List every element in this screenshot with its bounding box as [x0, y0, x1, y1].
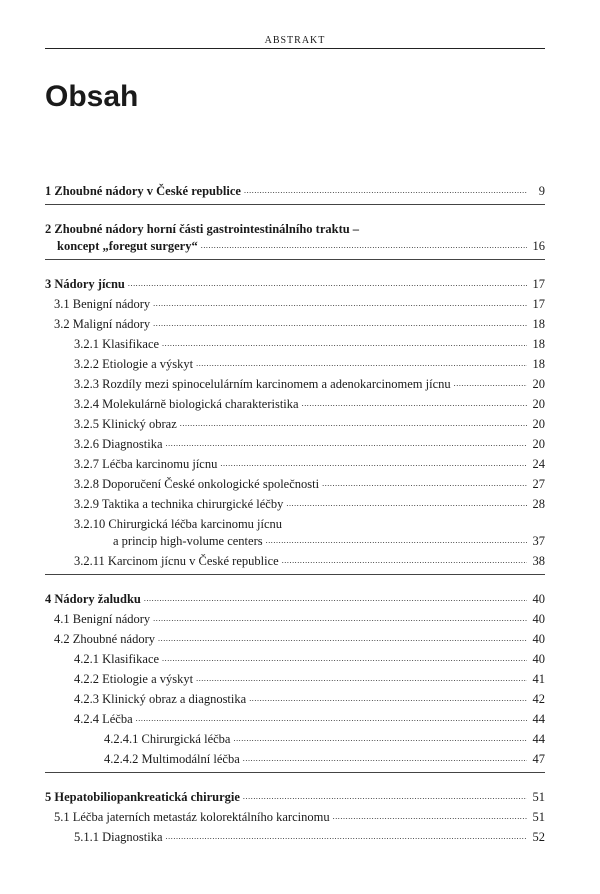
toc-entry[interactable]	[45, 823, 545, 843]
toc-page-number: 40	[532, 631, 545, 646]
toc-entry-title: 5.1 Léčba jaterních metastáz kolorektálního karcinomu	[54, 809, 330, 824]
dot-leader	[282, 557, 527, 567]
toc-page-number: 18	[532, 316, 545, 331]
dot-leader	[153, 615, 527, 625]
toc-page-number: 20	[532, 416, 545, 431]
toc-entry-title: 3.2.8 Doporučení České onkologické společnosti	[74, 476, 320, 491]
toc-entry[interactable]	[45, 685, 545, 705]
dot-leader	[286, 500, 527, 510]
chapter-separator	[45, 772, 545, 773]
toc-entry-title: 3.2.2 Etiologie a výskyt	[74, 356, 194, 371]
toc-chapter-entry[interactable]	[45, 270, 545, 290]
toc-entry-title: 3.2.4 Molekulárně biologická charakteristika	[74, 396, 299, 411]
toc-entry[interactable]	[45, 410, 545, 430]
toc-entry[interactable]	[45, 510, 545, 530]
toc-page-number: 17	[532, 296, 545, 311]
toc-entry[interactable]	[45, 290, 545, 310]
toc-entry-title: 4.2.4.2 Multimodální léčba	[104, 751, 240, 766]
toc-entry[interactable]	[45, 490, 545, 510]
toc-entry-title: 4.2.2 Etiologie a výskyt	[74, 671, 194, 686]
dot-leader	[244, 187, 527, 197]
toc-page-number: 37	[532, 533, 545, 548]
dot-leader	[454, 380, 527, 390]
toc-page-number: 20	[532, 396, 545, 411]
toc-entry-title: koncept „foregut surgery“	[57, 238, 198, 253]
toc-page-number: 47	[532, 751, 545, 766]
toc-entry-title: 4.1 Benigní nádory	[54, 611, 151, 626]
toc-page-number: 41	[532, 671, 545, 686]
toc-entry[interactable]	[45, 370, 545, 390]
dot-leader	[196, 675, 527, 685]
toc-page-number: 18	[532, 336, 545, 351]
toc-entry[interactable]	[45, 310, 545, 330]
dot-leader	[162, 340, 527, 350]
toc-page-number: 20	[532, 376, 545, 391]
toc-entry[interactable]	[45, 705, 545, 725]
toc-entry-title: 3.2.7 Léčba karcinomu jícnu	[74, 456, 218, 471]
dot-leader	[196, 360, 527, 370]
toc-chapter-entry[interactable]	[45, 235, 545, 252]
toc-page-number: 44	[532, 711, 545, 726]
running-header: ABSTRAKT	[264, 35, 326, 46]
toc-entry[interactable]	[45, 390, 545, 410]
toc-entry[interactable]	[45, 803, 545, 823]
chapter-separator	[45, 204, 545, 205]
toc-entry-title: 5.1.1 Diagnostika	[74, 829, 163, 844]
toc-entry[interactable]	[45, 330, 545, 350]
toc-entry-title: 3.1 Benigní nádory	[54, 296, 151, 311]
toc-entry-title: 3.2 Maligní nádory	[54, 316, 151, 331]
toc-entry-title: 4.2 Zhoubné nádory	[54, 631, 156, 646]
dot-leader	[201, 242, 527, 252]
dot-leader	[162, 655, 527, 665]
table-of-contents	[45, 177, 545, 843]
toc-entry-title: 3.2.11 Karcinom jícnu v České republice	[74, 553, 279, 568]
dot-leader	[153, 300, 527, 310]
toc-entry[interactable]	[45, 430, 545, 450]
toc-page-number: 51	[532, 789, 545, 804]
dot-leader	[153, 320, 527, 330]
toc-entry-title: 4.2.4 Léčba	[74, 711, 133, 726]
dot-leader	[128, 280, 527, 290]
toc-entry[interactable]	[45, 725, 545, 745]
toc-entry-title: 3.2.6 Diagnostika	[74, 436, 163, 451]
dot-leader	[322, 480, 527, 490]
toc-entry[interactable]	[45, 745, 545, 765]
toc-page-number: 20	[532, 436, 545, 451]
toc-page-number: 24	[532, 456, 545, 471]
toc-entry-title: 3.2.5 Klinický obraz	[74, 416, 177, 431]
toc-entry-title: 3.2.10 Chirurgická léčba karcinomu jícnu	[74, 516, 283, 531]
toc-page-number: 51	[532, 809, 545, 824]
toc-entry-title: 2 Zhoubné nádory horní části gastrointestinálního traktu –	[45, 221, 360, 236]
toc-entry-title: 3.2.9 Taktika a technika chirurgické léčby	[74, 496, 284, 511]
toc-entry-title: 4.2.1 Klasifikace	[74, 651, 160, 666]
toc-entry-title: 4 Nádory žaludku	[45, 591, 141, 606]
chapter-separator	[45, 259, 545, 260]
toc-entry[interactable]	[45, 547, 545, 567]
toc-chapter-entry[interactable]	[45, 177, 545, 197]
page-title: Obsah	[45, 80, 139, 113]
dot-leader	[144, 595, 527, 605]
toc-chapter-entry[interactable]	[45, 215, 545, 235]
toc-page-number: 9	[538, 183, 545, 198]
toc-page-number: 27	[532, 476, 545, 491]
toc-entry[interactable]	[45, 645, 545, 665]
dot-leader	[166, 440, 527, 450]
header-rule	[45, 48, 545, 49]
dot-leader	[158, 635, 527, 645]
toc-entry-title: 1 Zhoubné nádory v České republice	[45, 183, 241, 198]
dot-leader	[302, 400, 527, 410]
toc-page-number: 28	[532, 496, 545, 511]
chapter-separator	[45, 574, 545, 575]
dot-leader	[266, 537, 527, 547]
dot-leader	[180, 420, 527, 430]
toc-page-number: 17	[532, 276, 545, 291]
toc-entry[interactable]	[45, 665, 545, 685]
toc-entry-title: 4.2.4.1 Chirurgická léčba	[104, 731, 231, 746]
toc-page-number: 18	[532, 356, 545, 371]
toc-entry-title: 5 Hepatobiliopankreatická chirurgie	[45, 789, 240, 804]
toc-entry[interactable]	[45, 530, 545, 547]
toc-page-number: 40	[532, 651, 545, 666]
dot-leader	[249, 695, 527, 705]
toc-page-number: 40	[532, 611, 545, 626]
toc-page-number: 40	[532, 591, 545, 606]
dot-leader	[243, 793, 527, 803]
dot-leader	[233, 735, 527, 745]
dot-leader	[333, 813, 527, 823]
toc-entry-title: 4.2.3 Klinický obraz a diagnostika	[74, 691, 247, 706]
toc-page-number: 38	[532, 553, 545, 568]
toc-page-number: 16	[532, 238, 545, 253]
toc-chapter-entry[interactable]	[45, 783, 545, 803]
toc-entry[interactable]	[45, 450, 545, 470]
toc-entry[interactable]	[45, 470, 545, 490]
toc-entry-title: 3.2.3 Rozdíly mezi spinocelulárním karcinomem a adenokarcinomem jícnu	[74, 376, 451, 391]
dot-leader	[166, 833, 527, 843]
dot-leader	[220, 460, 527, 470]
toc-chapter-entry[interactable]	[45, 585, 545, 605]
toc-entry-title: 3.2.1 Klasifikace	[74, 336, 160, 351]
dot-leader	[243, 755, 527, 765]
toc-entry-title: a princip high-volume centers	[113, 533, 263, 548]
toc-page-number: 44	[532, 731, 545, 746]
toc-entry[interactable]	[45, 625, 545, 645]
toc-entry[interactable]	[45, 605, 545, 625]
toc-page-number: 42	[532, 691, 545, 706]
dot-leader	[136, 715, 527, 725]
toc-page-number: 52	[532, 829, 545, 844]
toc-entry-title: 3 Nádory jícnu	[45, 276, 125, 291]
toc-entry[interactable]	[45, 350, 545, 370]
